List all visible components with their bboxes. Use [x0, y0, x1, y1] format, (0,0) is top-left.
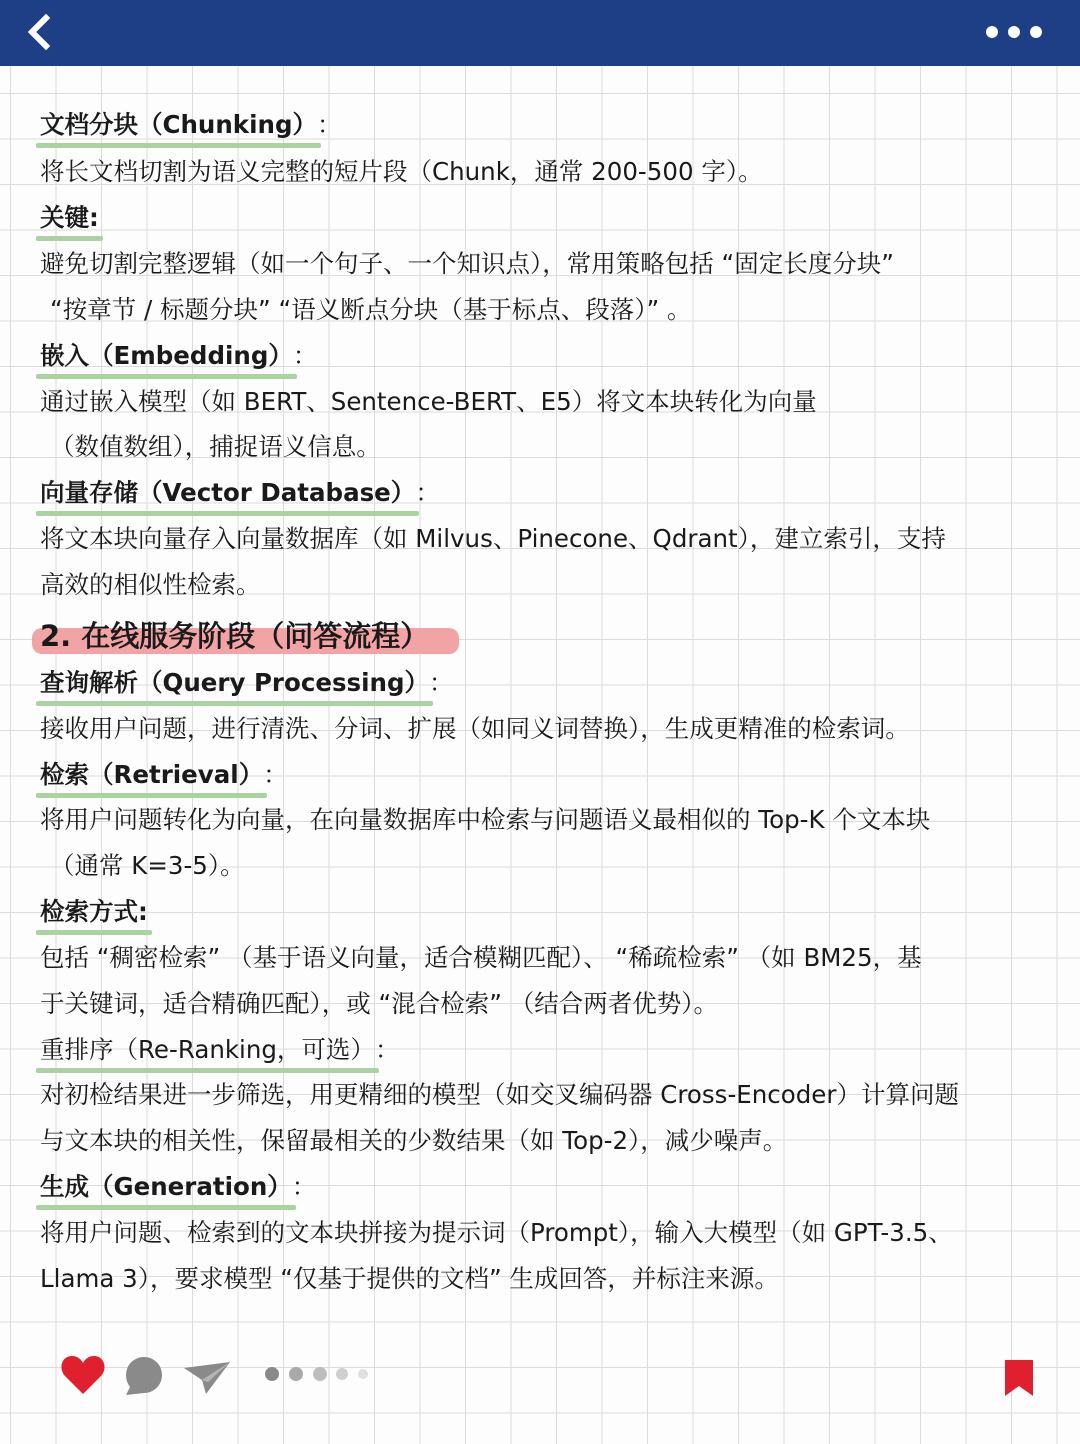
paragraph-line: 通过嵌入模型（如 BERT、Sentence-BERT、E5）将文本块转化为向量: [40, 387, 817, 416]
bookmark-icon[interactable]: [1002, 1358, 1036, 1398]
heading-embedding-label: 嵌入（Embedding）: [40, 339, 293, 373]
paragraph-line: 将用户问题、检索到的文本块拼接为提示词（Prompt），输入大模型（如 GPT-3.5、: [40, 1218, 953, 1247]
heading-generation-label: 生成（Generation）: [40, 1170, 292, 1204]
heading-reranking: [40, 1033, 1050, 1067]
comment-icon[interactable]: [122, 1354, 166, 1398]
heading-chunking-label: 文档分块（Chunking）: [40, 108, 317, 142]
paragraph-line: 对初检结果进一步筛选，用更精细的模型（如交叉编码器 Cross-Encoder）计算问题: [40, 1080, 959, 1109]
heading-reranking-label: 重排序（Re-Ranking，可选）: [40, 1033, 375, 1067]
paragraph-line: 包括 “稠密检索” （基于语义向量，适合模糊匹配）、 “稀疏检索” （如 BM25，基: [40, 943, 922, 972]
heading-vector-db: [40, 476, 1050, 510]
heading-colon: ：: [292, 341, 318, 370]
heading-chunking: [40, 108, 1050, 142]
heading-retrieval-methods: [40, 895, 1050, 929]
paragraph-line: Llama 3），要求模型 “仅基于提供的文档” 生成回答，并标注来源。: [40, 1264, 779, 1293]
heading-retrieval-label: 检索（Retrieval）: [40, 758, 263, 792]
paragraph-line: 将用户问题转化为向量，在向量数据库中检索与问题语义最相似的 Top-K 个文本块: [40, 805, 931, 834]
heading-colon: ：: [415, 478, 440, 507]
heart-icon[interactable]: [60, 1354, 106, 1396]
share-icon[interactable]: [182, 1360, 232, 1396]
heading-colon: ：: [316, 110, 342, 139]
paragraph-line: 与文本块的相关性，保留最相关的少数结果（如 Top-2），减少噪声。: [40, 1126, 788, 1155]
page-dot: [358, 1369, 368, 1379]
page-indicator: [262, 1364, 382, 1384]
page-dot: [289, 1367, 303, 1381]
heading-query-processing-label: 查询解析（Query Processing）: [40, 666, 429, 700]
heading-key-label: 关键:: [40, 201, 99, 235]
bottom-action-bar: [0, 1340, 1080, 1420]
paragraph-line: 将长文档切割为语义完整的短片段（Chunk，通常 200-500 字）。: [40, 157, 763, 186]
section-title-online-service: 2. 在线服务阶段（问答流程）: [40, 619, 430, 653]
heading-generation: [40, 1170, 1050, 1204]
more-dots-icon[interactable]: [978, 16, 1058, 48]
heading-query-processing: [40, 666, 1050, 700]
heading-retrieval: [40, 758, 1050, 792]
paragraph-line: （数值数组），捕捉语义信息。: [50, 432, 381, 461]
top-bar: [0, 0, 1080, 66]
page-dot: [336, 1368, 348, 1380]
paragraph-line: 于关键词，适合精确匹配），或 “混合检索” （结合两者优势）。: [40, 989, 718, 1018]
heading-colon: ：: [374, 1035, 400, 1064]
heading-key: [40, 201, 1050, 235]
paragraph-line: 避免切割完整逻辑（如一个句子、一个知识点），常用策略包括 “固定长度分块”: [40, 249, 894, 278]
page-dot: [313, 1367, 327, 1381]
paragraph-line: “按章节 / 标题分块” “语义断点分块（基于标点、段落）” 。: [50, 295, 692, 324]
paragraph-line: 高效的相似性检索。: [40, 570, 261, 599]
heading-colon: ：: [291, 1172, 317, 1201]
paragraph-line: （通常 K=3-5）。: [50, 851, 245, 880]
paragraph-line: 将文本块向量存入向量数据库（如 Milvus、Pinecone、Qdrant），建立索引，支持: [40, 524, 946, 553]
page-dot-active: [265, 1367, 279, 1381]
heading-colon: ：: [263, 760, 288, 789]
heading-retrieval-methods-label: 检索方式:: [40, 895, 148, 929]
heading-vector-db-label: 向量存储（Vector Database）: [40, 476, 415, 510]
heading-embedding: [40, 339, 1050, 373]
paragraph-line: 接收用户问题，进行清洗、分词、扩展（如同义词替换），生成更精准的检索词。: [40, 714, 910, 743]
chevron-left-icon[interactable]: [20, 12, 60, 52]
heading-colon: ：: [429, 668, 454, 697]
